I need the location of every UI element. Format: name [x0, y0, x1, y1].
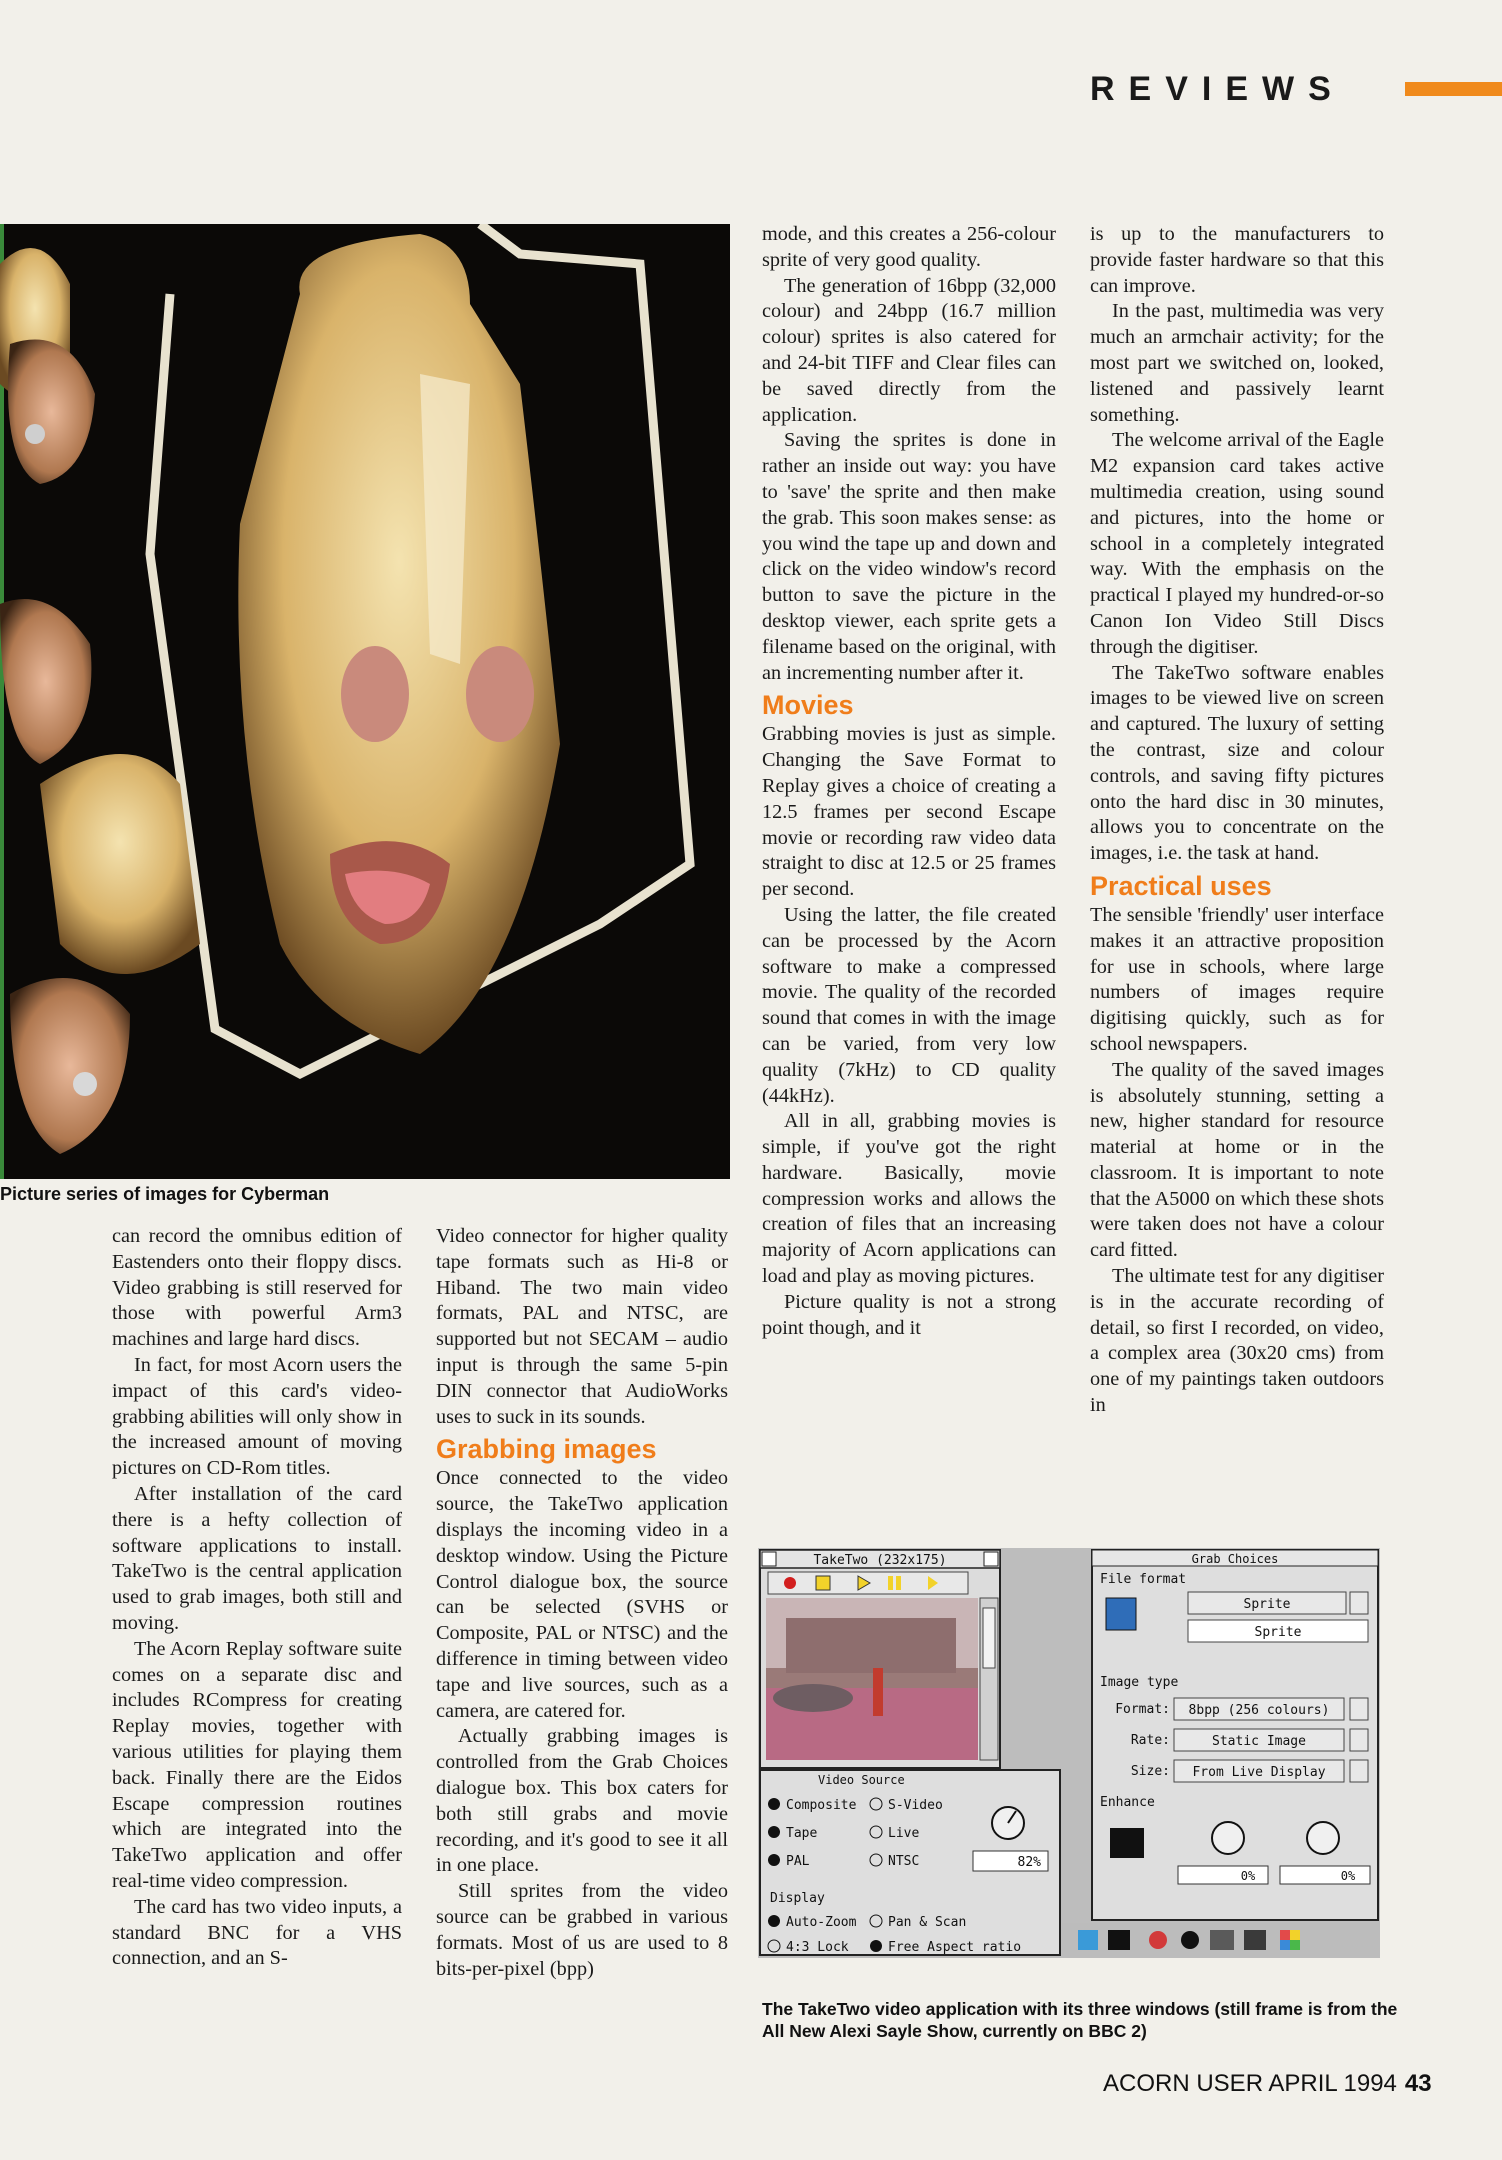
video-window — [760, 1550, 1000, 1768]
col1-paragraph-1: can record the omnibus edition of Eastenders onto their floppy discs. Video grabbing is still reserved for those with powerful Arm3 machines and large hard discs. — [112, 1225, 402, 1351]
format-label: Format: — [1115, 1702, 1170, 1717]
column-1 — [112, 1224, 402, 1972]
col4-paragraph-4: The TakeTwo software enables images to be viewed live on screen and captured. The luxury of setting the contrast, size and colour controls, and saving fifty pictures onto the hard disc in 30 minutes, allows you to concentrate on the images, i.e. the task at hand. — [1090, 661, 1384, 865]
image-type-label: Image type — [1100, 1675, 1179, 1690]
col2-paragraph-1: Video connector for higher quality tape formats such as Hi-8 or Hiband. The two main video formats, PAL and NTSC, are supported but not SECAM – audio input is through the same 5-pin DIN connector that AudioWorks uses to suck in its sounds. — [436, 1225, 728, 1428]
format-menu-icon[interactable] — [1350, 1698, 1368, 1720]
file-name-field[interactable]: Sprite — [1254, 1625, 1302, 1640]
radio-auto-zoom[interactable]: Auto-Zoom — [786, 1915, 857, 1930]
iconbar-app-icon[interactable] — [1078, 1930, 1098, 1950]
iconbar-sound-icon[interactable] — [1149, 1931, 1167, 1949]
video-source-window — [760, 1770, 1060, 1955]
col1-paragraph-3: After installation of the card there is a hefty collection of software applications to install. TakeTwo is the central application used to grab images, both still and moving. — [112, 1482, 402, 1634]
col1-paragraph-5: The card has two video inputs, a standard BNC for a VHS connection, and an S- — [112, 1895, 402, 1970]
col2-paragraph-2: Once connected to the video source, the TakeTwo application displays the incoming video in a desktop window. Using the Picture Control dialogue box, the source can be selected (SVHS or Composite, PAL or NTSC) and the difference in timing between video tape and live sources, such as a camera, are catered for. — [436, 1467, 728, 1722]
radio-pan-scan[interactable]: Pan & Scan — [888, 1915, 967, 1930]
enhance-label: Enhance — [1100, 1795, 1155, 1810]
iconbar-projector-icon[interactable] — [1244, 1930, 1266, 1950]
col3-paragraph-7: Picture quality is not a strong point though, and it — [762, 1290, 1056, 1339]
taketwo-windows — [758, 1548, 1380, 1958]
col3-paragraph-1: mode, and this creates a 256-colour sprite of very good quality. — [762, 223, 1056, 271]
screenshot-caption: The TakeTwo video application with its three windows (still frame is from the All New Alexi Sayle Show, currently on BBC 2) — [762, 1999, 1398, 2041]
rate-menu-icon[interactable] — [1350, 1729, 1368, 1751]
col1-paragraph-2: In fact, for most Acorn users the impact of this card's video- grabbing abilities will only show in the increased amount of moving pictures on CD-Rom titles. — [112, 1353, 402, 1480]
column-3 — [762, 222, 1056, 1341]
grab-choices-title: Grab Choices — [1191, 1552, 1279, 1566]
heading-movies: Movies — [762, 690, 854, 721]
col1-paragraph-4: The Acorn Replay software suite comes on a separate disc and includes RCompress for creating Replay movies, together with various utilities for playing them back. Finally there are the Eidos Escape compression routines which are integrated into the TakeTwo application and offer real-time video compression. — [112, 1637, 402, 1892]
col3-paragraph-4: Grabbing movies is just as simple. Changing the Save Format to Replay gives a choice of creating a 12.5 frames per second Escape movie or recording raw video data straight to disc at 12.5 or 25 frames per second. — [762, 723, 1056, 901]
page-footer — [1103, 2070, 1432, 2098]
radio-composite[interactable]: Composite — [786, 1798, 857, 1813]
pause-icon — [896, 1576, 901, 1590]
size-label: Size: — [1130, 1764, 1170, 1779]
radio-pal[interactable]: PAL — [786, 1854, 810, 1869]
col3-paragraph-3: Saving the sprites is done in rather an inside out way: you have to 'save' the sprite and then make the grab. This soon makes sense: as you wind the tape up and down and click on the video window's record button to save the picture in the desktop viewer, each sprite gets a filename based on the original, with an incrementing number after it. — [762, 429, 1056, 684]
col4-paragraph-5: The sensible 'friendly' user interface makes it an attractive proposition for use in schools, where large numbers of images require digitising quickly, such as for school newspapers. — [1090, 903, 1384, 1055]
column-2 — [436, 1224, 728, 1982]
enhance-value-2: 0% — [1340, 1869, 1356, 1883]
source-level-value: 82% — [1017, 1855, 1041, 1870]
radio-svideo[interactable]: S-Video — [888, 1798, 943, 1813]
file-format-menu-icon[interactable] — [1350, 1592, 1368, 1614]
col4-paragraph-2: In the past, multimedia was very much an armchair activity; for the most part we switched on, looked, listened and passively learnt something. — [1090, 300, 1384, 426]
heading-practical-uses: Practical uses — [1090, 870, 1272, 901]
iconbar-headphones-icon[interactable] — [1181, 1931, 1199, 1949]
radio-ntsc[interactable]: NTSC — [888, 1854, 920, 1869]
cyberman-photo — [0, 224, 730, 1179]
section-header: REVIEWS — [1090, 70, 1345, 108]
page-number: 43 — [1404, 2070, 1432, 2097]
file-format-label: File format — [1100, 1572, 1187, 1587]
col3-paragraph-2: The generation of 16bpp (32,000 colour) and 24bpp (16.7 million colour) sprites is also catered for and 24-bit TIFF and Clear files can be saved directly from the application. — [762, 274, 1056, 426]
photo-caption: Picture series of images for Cyberman — [0, 1184, 330, 1204]
clapperboard-icon[interactable] — [1110, 1828, 1144, 1858]
contrast-dial-2-icon[interactable] — [1307, 1822, 1339, 1854]
person-figure — [873, 1668, 883, 1716]
video-window-title: TakeTwo (232x175) — [813, 1553, 947, 1568]
record-icon — [784, 1577, 796, 1589]
col2-paragraph-4: Still sprites from the video source can be grabbed in various formats. Most of us are used to 8 bits-per-pixel (bpp) — [436, 1880, 728, 1980]
sprite-file-icon[interactable] — [1106, 1598, 1136, 1630]
radio-live[interactable]: Live — [888, 1826, 920, 1841]
enhance-value-1: 0% — [1240, 1869, 1256, 1883]
heading-grabbing-images: Grabbing images — [436, 1434, 657, 1465]
grab-choices-window — [1092, 1550, 1378, 1920]
col4-paragraph-6: The quality of the saved images is absolutely stunning, setting a new, higher standard for resource material at home or in the classroom. It is important to note that the A5000 on which these shots were taken does not have a colour card fitted. — [1090, 1058, 1384, 1262]
header-accent-bar — [1405, 82, 1502, 96]
col3-paragraph-5: Using the latter, the file created can be processed by the Acorn software to make a compressed movie. The quality of the recorded sound that comes in with the image can be varied, from very low quality (7kHz) to CD quality (44kHz). — [762, 903, 1056, 1107]
rate-value[interactable]: Static Image — [1212, 1734, 1306, 1749]
radio-4-3-lock[interactable]: 4:3 Lock — [786, 1940, 849, 1955]
stop-icon — [816, 1576, 830, 1590]
col3-paragraph-6: All in all, grabbing movies is simple, if you've got the right hardware. Basically, movie compression works and allows the creation of files that an increasing majority of Acorn applications can load and play as moving pictures. — [762, 1110, 1056, 1288]
size-value[interactable]: From Live Display — [1192, 1765, 1326, 1780]
file-format-value[interactable]: Sprite — [1243, 1597, 1291, 1612]
radio-tape[interactable]: Tape — [786, 1826, 818, 1841]
icon-bar — [1062, 1923, 1380, 1958]
radio-free-aspect[interactable]: Free Aspect ratio — [888, 1940, 1022, 1955]
size-menu-icon[interactable] — [1350, 1760, 1368, 1782]
col4-paragraph-3: The welcome arrival of the Eagle M2 expansion card takes active multimedia creation, using sound and pictures, into the home or school in a completely integrated way. With the emphasis on the practical I played my hundred-or-so Canon Ion Video Still Discs through the digitiser. — [1090, 429, 1384, 658]
format-value[interactable]: 8bpp (256 colours) — [1188, 1703, 1330, 1718]
iconbar-palette-icon[interactable] — [1290, 1940, 1300, 1950]
taketwo-screenshot — [758, 1548, 1380, 1958]
rate-label: Rate: — [1130, 1733, 1170, 1748]
iconbar-camera-icon[interactable] — [1210, 1930, 1234, 1950]
cyberman-illustration — [0, 224, 730, 1179]
video-source-title: Video Source — [818, 1773, 905, 1787]
display-label: Display — [770, 1891, 825, 1906]
column-4 — [1090, 222, 1384, 1419]
magazine-issue: ACORN USER APRIL 1994 — [1103, 2070, 1397, 2097]
brightness-dial-icon[interactable] — [1212, 1822, 1244, 1854]
col4-paragraph-1: is up to the manufacturers to provide faster hardware so that this can improve. — [1090, 223, 1384, 297]
iconbar-clapper-icon[interactable] — [1108, 1930, 1130, 1950]
col2-paragraph-3: Actually grabbing images is controlled from the Grab Choices dialogue box. This box caters for both still grabs and movie recording, and it's good to see it all in one place. — [436, 1725, 728, 1877]
col4-paragraph-7: The ultimate test for any digitiser is in the accurate recording of detail, so first I recorded, on video, a complex area (30x20 cms) from one of my paintings taken outdoors in — [1090, 1265, 1384, 1417]
